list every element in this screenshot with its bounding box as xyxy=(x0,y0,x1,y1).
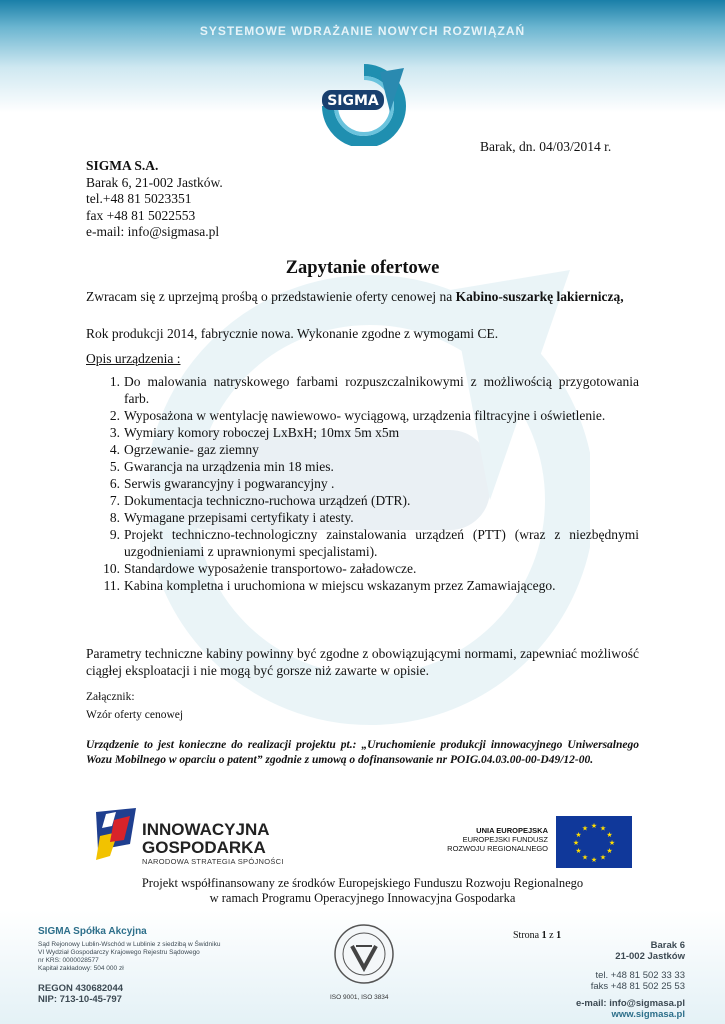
item-text: Gwarancja na urządzenia min 18 mies. xyxy=(124,458,334,474)
item-number: 9. xyxy=(109,527,120,543)
item-text: Standardowe wyposażenie transportowo- załadowcze. xyxy=(124,560,417,576)
footer-tel: tel. +48 81 502 33 33 xyxy=(595,970,685,981)
footer-fax: faks +48 81 502 25 53 xyxy=(590,981,685,992)
footer-addr1: Barak 6 xyxy=(650,940,685,951)
eu-line3: ROZWOJU REGIONALNEGO xyxy=(447,844,548,853)
cofin-line1: Projekt współfinansowany ze środków Europejskiego Funduszu Rozwoju Regionalnego xyxy=(141,876,584,890)
logo-text: SIGMA xyxy=(327,93,379,109)
item-number: 2. xyxy=(109,407,120,423)
svg-text:★: ★ xyxy=(599,824,607,833)
svg-text:★: ★ xyxy=(608,839,616,847)
footer-nip: NIP: 713-10-45-797 xyxy=(38,994,122,1005)
footer-email: e-mail: info@sigmasa.pl xyxy=(575,998,685,1009)
list-item xyxy=(86,442,639,459)
list-item xyxy=(86,510,639,527)
footer-regon: REGON 430682044 xyxy=(38,983,124,994)
page-current: 1 xyxy=(541,930,547,941)
company-name: SIGMA S.A. xyxy=(86,158,159,173)
item-number: 6. xyxy=(109,475,120,491)
svg-text:★: ★ xyxy=(606,847,613,855)
item-number: 3. xyxy=(109,424,120,440)
footer-company-name: SIGMA Spółka Akcyjna xyxy=(38,926,147,937)
footer-court2: VI Wydział Gospodarczy Krajowego Rejestru Sądowego xyxy=(38,949,200,956)
item-number: 4. xyxy=(109,441,120,457)
list-item xyxy=(86,374,639,407)
company-block xyxy=(86,158,223,241)
intro-prefix: Zwracam się z uprzejmą prośbą o przedstawienie oferty cenowej na xyxy=(86,289,456,304)
footer-company-block xyxy=(38,926,220,1005)
list-item xyxy=(86,476,639,493)
list-item xyxy=(86,425,639,442)
item-text: Wymiary komory roboczej LxBxH; 10mx 5m x5m xyxy=(124,424,400,440)
item-text: Serwis gwarancyjny i pogwarancyjny . xyxy=(124,475,335,491)
item-text: Projekt techniczno-technologiczny zainstalowania urządzeń (PTT) (wraz z niezbędnymi uzgodnieniami z uprawnionymi specjalistami). xyxy=(124,527,639,559)
footer-www: www.sigmasa.pl xyxy=(611,1009,685,1020)
item-number: 8. xyxy=(109,510,120,526)
svg-text:★: ★ xyxy=(581,824,589,833)
company-email: e-mail: info@sigmasa.pl xyxy=(86,224,220,239)
list-item xyxy=(86,561,639,578)
company-tel: tel.+48 81 5023351 xyxy=(86,191,192,206)
svg-text:★: ★ xyxy=(590,856,598,864)
cofin-line2: w ramach Programu Operacyjnego Innowacyjna Gospodarka xyxy=(209,891,516,905)
footer-court1: Sąd Rejonowy Lublin-Wschód w Lublinie z siedzibą w Świdniku xyxy=(38,941,221,948)
page-total: 1 xyxy=(556,930,562,941)
list-item xyxy=(86,578,639,595)
ig-line1: INNOWACYJNA xyxy=(142,820,270,839)
cofinancing-text xyxy=(0,876,725,906)
item-text: Ogrzewanie- gaz ziemny xyxy=(124,441,259,457)
opis-heading: Opis urządzenia : xyxy=(86,351,181,366)
page-of: z xyxy=(549,930,554,941)
document-title: Zapytanie ofertowe xyxy=(285,258,440,278)
svg-text:★: ★ xyxy=(606,831,613,839)
attachment-item: Wzór oferty cenowej xyxy=(86,709,184,721)
project-note: Urządzenie to jest konieczne do realizacji projektu pt.: „Uruchomienie produkcji innowacyjnego Uniwersalnego Wozu Mobilnego w oparciu o patent” zgodnie z umową o dofinansowanie nr POIG.04.03.00-00-D49/12-00. xyxy=(86,739,639,766)
list-item xyxy=(86,493,639,510)
company-fax: fax +48 81 5022553 xyxy=(86,207,196,223)
svg-text:★: ★ xyxy=(572,839,580,847)
eu-text xyxy=(440,826,548,853)
svg-text:★: ★ xyxy=(575,847,582,855)
intro-line2: Rok produkcji 2014, fabrycznie nowa. Wykonanie zgodne z wymogami CE. xyxy=(86,326,499,341)
page-label: Strona xyxy=(513,930,540,941)
item-text: Wyposażona w wentylację nawiewowo- wyciągową, urządzenia filtracyjne i oświetlenie. xyxy=(124,407,606,423)
svg-text:★: ★ xyxy=(575,831,582,839)
footer-capital: Kapitał zakładowy: 504 000 zł xyxy=(38,965,124,972)
ig-subtitle: NARODOWA STRATEGIA SPÓJNOŚCI xyxy=(142,857,284,866)
company-address: Barak 6, 21-002 Jastków. xyxy=(86,174,223,190)
eu-line2: EUROPEJSKI FUNDUSZ xyxy=(462,835,548,844)
item-number: 5. xyxy=(109,458,120,474)
item-number: 7. xyxy=(109,493,120,509)
item-text: Dokumentacja techniczno-ruchowa urządzeń (DTR). xyxy=(124,493,411,509)
certification-seal-icon xyxy=(332,920,396,990)
item-number: 1. xyxy=(109,374,120,389)
list-item xyxy=(86,408,639,425)
svg-text:★: ★ xyxy=(590,822,598,830)
ig-title xyxy=(142,821,270,857)
footer-contact-block xyxy=(520,940,685,1020)
list-item xyxy=(86,459,639,476)
iso-text: ISO 9001, ISO 3834 xyxy=(330,994,389,1001)
attachment-label: Załącznik: xyxy=(86,691,135,703)
sigma-logo xyxy=(318,62,410,146)
svg-text:★: ★ xyxy=(599,853,607,862)
item-number: 11. xyxy=(103,577,120,593)
parameters-paragraph: Parametry techniczne kabiny powinny być zgodne z obowiązującymi normami, zapewniać możliwość ciągłej eksploatacji i nie mogą być gorsze niż zawarte w opisie. xyxy=(86,646,639,678)
intro-paragraph xyxy=(86,289,639,306)
header-slogan: SYSTEMOWE WDRAŻANIE NOWYCH ROZWIĄZAŃ xyxy=(199,24,526,38)
date-line: Barak, dn. 04/03/2014 r. xyxy=(480,139,612,154)
requirements-list xyxy=(86,374,639,595)
intro-subject: Kabino-suszarkę lakierniczą, xyxy=(455,289,624,304)
footer-krs: nr KRS: 0000028577 xyxy=(38,957,99,964)
svg-text:★: ★ xyxy=(581,853,589,862)
list-item xyxy=(86,527,639,560)
item-text: Kabina kompletna i uruchomiona w miejscu wskazanym przez Zamawiającego. xyxy=(124,577,556,593)
item-text: Do malowania natryskowego farbami rozpuszczalnikowymi z możliwością przygotowania farb. xyxy=(124,374,639,406)
footer-addr2: 21-002 Jastków xyxy=(615,951,685,962)
ig-line2: GOSPODARKA xyxy=(142,838,266,857)
item-number: 10. xyxy=(103,560,120,576)
eu-flag-icon xyxy=(556,816,632,868)
eu-line1: UNIA EUROPEJSKA xyxy=(476,826,548,835)
item-text: Wymagane przepisami certyfikaty i atesty. xyxy=(124,510,354,526)
